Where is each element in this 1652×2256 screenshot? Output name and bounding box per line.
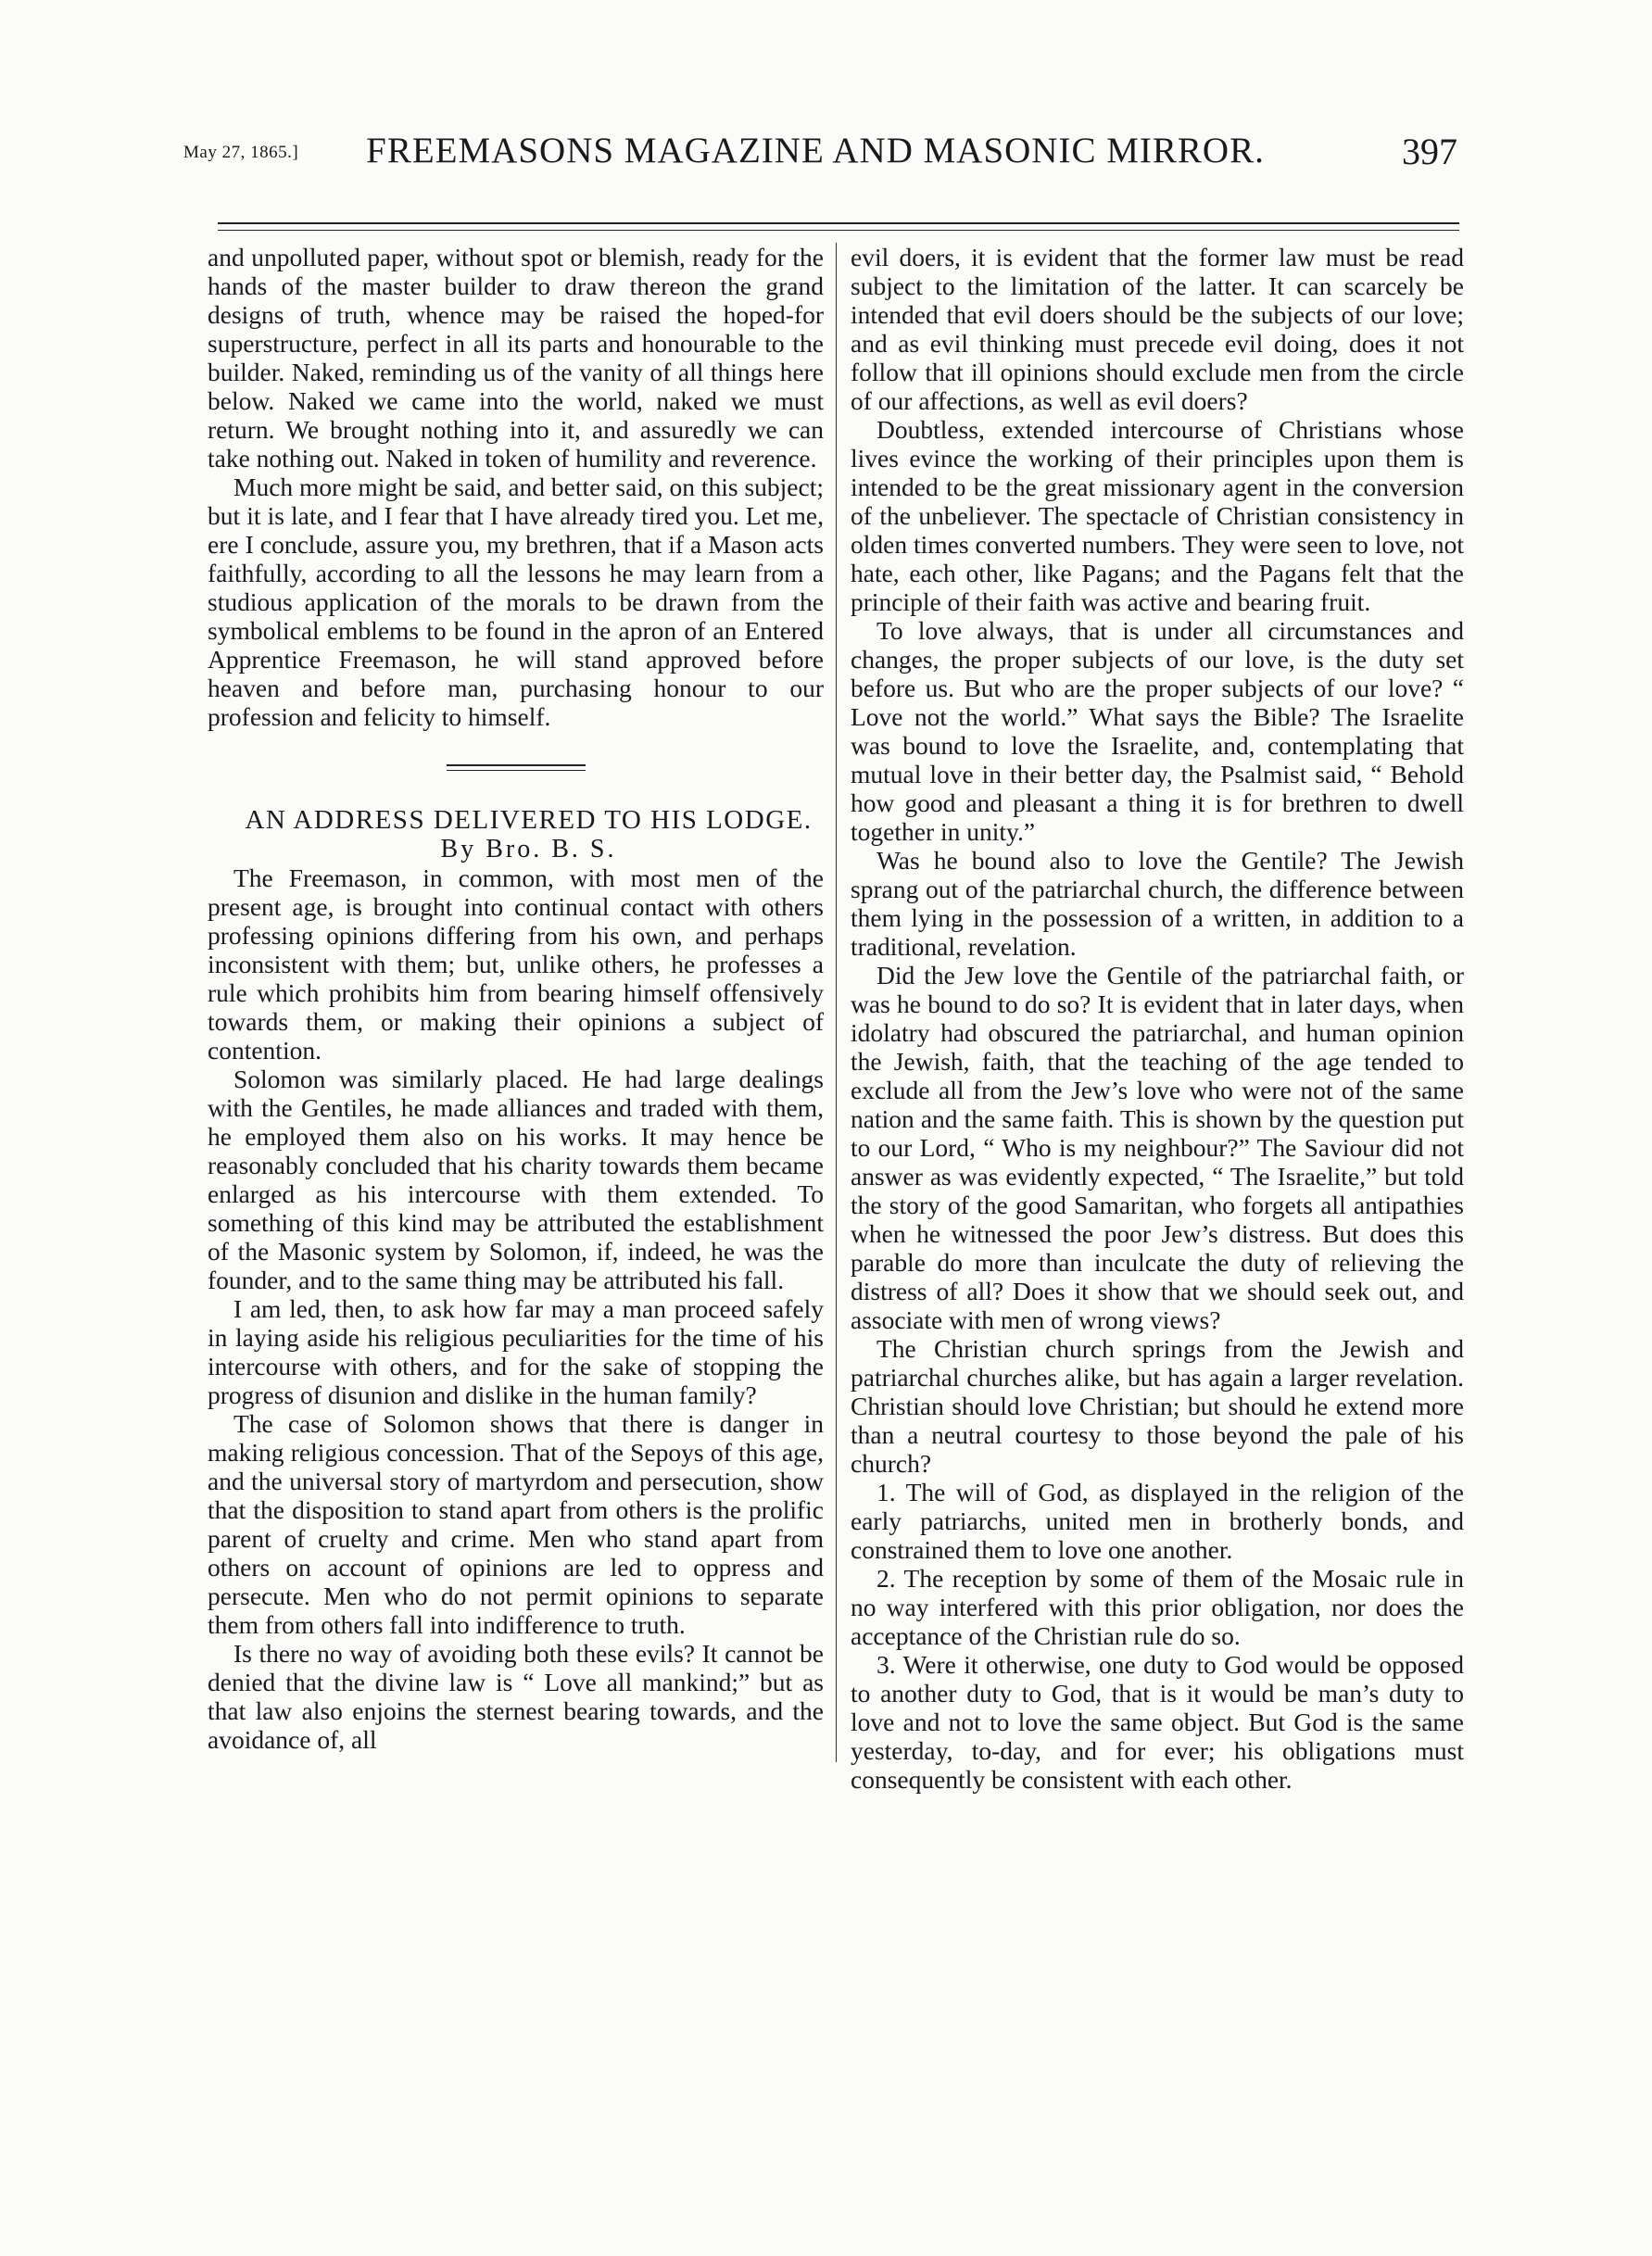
- left-column: [208, 243, 824, 1754]
- article-title: AN ADDRESS DELIVERED TO HIS LODGE.: [245, 805, 813, 835]
- paragraph: The Christian church springs from the Jewish and patriarchal churches alike, but has again a larger revelation. Christian should love Christian; but should he extend more than a neutral courtesy to those beyond the pale of his church?: [851, 1334, 1464, 1478]
- issue-date: May 27, 1865.]: [183, 143, 299, 162]
- numbered-paragraph: 2. The reception by some of them of the Mosaic rule in no way interfered with this prior obligation, nor does the acceptance of the Christian rule do so.: [851, 1564, 1464, 1650]
- paragraph: Did the Jew love the Gentile of the patriarchal faith, or was he bound to do so? It is evident that in later days, when idolatry had obscured the patriarchal, and human opinion the Jewish, faith, that the teaching of the age tended to exclude all from the Jew’s love who were not of the same nation and the same faith. This is shown by the question put to our Lord, “ Who is my neighbour?” The Saviour did not answer as was evidently expected, “ The Israelite,” but told the story of the good Samaritan, who forgets all antipathies when he witnessed the poor Jew’s distress. But does this parable do more than inculcate the duty of relieving the distress of all? Does it show that we should seek out, and associate with men of wrong views?: [851, 961, 1464, 1334]
- numbered-paragraph: 1. The will of God, as displayed in the religion of the early patriarchs, united men in brotherly bonds, and constrained them to love one another.: [851, 1478, 1464, 1564]
- paragraph: Doubtless, extended intercourse of Christians whose lives evince the working of their principles upon them is intended to be the great missionary agent in the conversion of the unbeliever. The spectacle of Christian consistency in olden times converted numbers. They were seen to love, not hate, each other, like Pagans; and the Pagans felt that the principle of their faith was active and bearing fruit.: [851, 415, 1464, 616]
- paragraph: I am led, then, to ask how far may a man proceed safely in laying aside his religious peculiarities for the time of his intercourse with others, and for the sake of stopping the progress of disunion and dislike in the human family?: [208, 1294, 824, 1409]
- page-number: 397: [1402, 131, 1457, 172]
- column-divider: [836, 243, 837, 1762]
- right-column: [851, 243, 1464, 1794]
- paragraph: The Freemason, in common, with most men of the present age, is brought into continual contact with others professing opinions differing from his own, and perhaps inconsistent with them; but, unlike others, he professes a rule which prohibits him from bearing himself offensively towards them, or making their opinions a subject of contention.: [208, 863, 824, 1065]
- paragraph: Much more might be said, and better said, on this subject; but it is late, and I fear that I have already tired you. Let me, ere I conclude, assure you, my brethren, that if a Mason acts faithfully, according to all the lessons he may learn from a studious application of the morals to be drawn from the symbolical emblems to be found in the apron of an Entered Apprentice Freemason, he will stand approved before heaven and before man, purchasing honour to our profession and felicity to himself.: [208, 473, 824, 731]
- paragraph: Is there no way of avoiding both these evils? It cannot be denied that the divine law is “ Love all mankind;” but as that law also enjoins the sternest bearing towards, and the avoidance of, all: [208, 1639, 824, 1754]
- numbered-paragraph: 3. Were it otherwise, one duty to God would be opposed to another duty to God, that is it would be man’s duty to love and not to love the same object. But God is the same yesterday, to-day, and for ever; his obligations must consequently be consistent with each other.: [851, 1650, 1464, 1794]
- paragraph: Was he bound also to love the Gentile? The Jewish sprang out of the patriarchal church, the difference between them lying in the possession of a written, in addition to a traditional, revelation.: [851, 846, 1464, 961]
- paragraph: To love always, that is under all circumstances and changes, the proper subjects of our love, is the duty set before us. But who are the proper subjects of our love? “ Love not the world.” What says the Bible? The Israelite was bound to love the Israelite, and, contemplating that mutual love in their better day, the Psalmist said, “ Behold how good and pleasant a thing it is for brethren to dwell together in unity.”: [851, 616, 1464, 846]
- section-divider: [447, 764, 586, 771]
- masthead: [176, 130, 1469, 174]
- paragraph: and unpolluted paper, without spot or blemish, ready for the hands of the master builder to draw thereon the grand designs of truth, whence may be raised the hoped-for superstructure, perfect in all its parts and honourable to the builder. Naked, reminding us of the vanity of all things here below. Naked we came into the world, naked we must return. We brought nothing into it, and assuredly we can take nothing out. Naked in token of humility and reverence.: [208, 243, 824, 473]
- paragraph: Solomon was similarly placed. He had large dealings with the Gentiles, he made alliances and traded with them, he employed them also on his works. It may hence be reasonably concluded that his charity towards them became enlarged as his intercourse with them extended. To something of this kind may be attributed the establishment of the Masonic system by Solomon, if, indeed, he was the founder, and to the same thing may be attributed his fall.: [208, 1065, 824, 1294]
- header-rule: [218, 222, 1459, 231]
- article-byline: By Bro. B. S.: [440, 835, 617, 863]
- paragraph: evil doers, it is evident that the former law must be read subject to the limitation of the latter. It can scarcely be intended that evil doers should be the subjects of our love; and as evil thinking must precede evil doing, does it not follow that ill opinions should exclude men from the circle of our affections, as well as evil doers?: [851, 243, 1464, 415]
- publication-title: FREEMASONS MAGAZINE AND MASONIC MIRROR.: [366, 131, 1265, 170]
- paragraph: The case of Solomon shows that there is danger in making religious concession. That of the Sepoys of this age, and the universal story of martyrdom and persecution, show that the disposition to stand apart from others is the prolific parent of cruelty and crime. Men who stand apart from others on account of opinions are led to oppress and persecute. Men who do not permit opinions to separate them from others fall into indifference to truth.: [208, 1409, 824, 1639]
